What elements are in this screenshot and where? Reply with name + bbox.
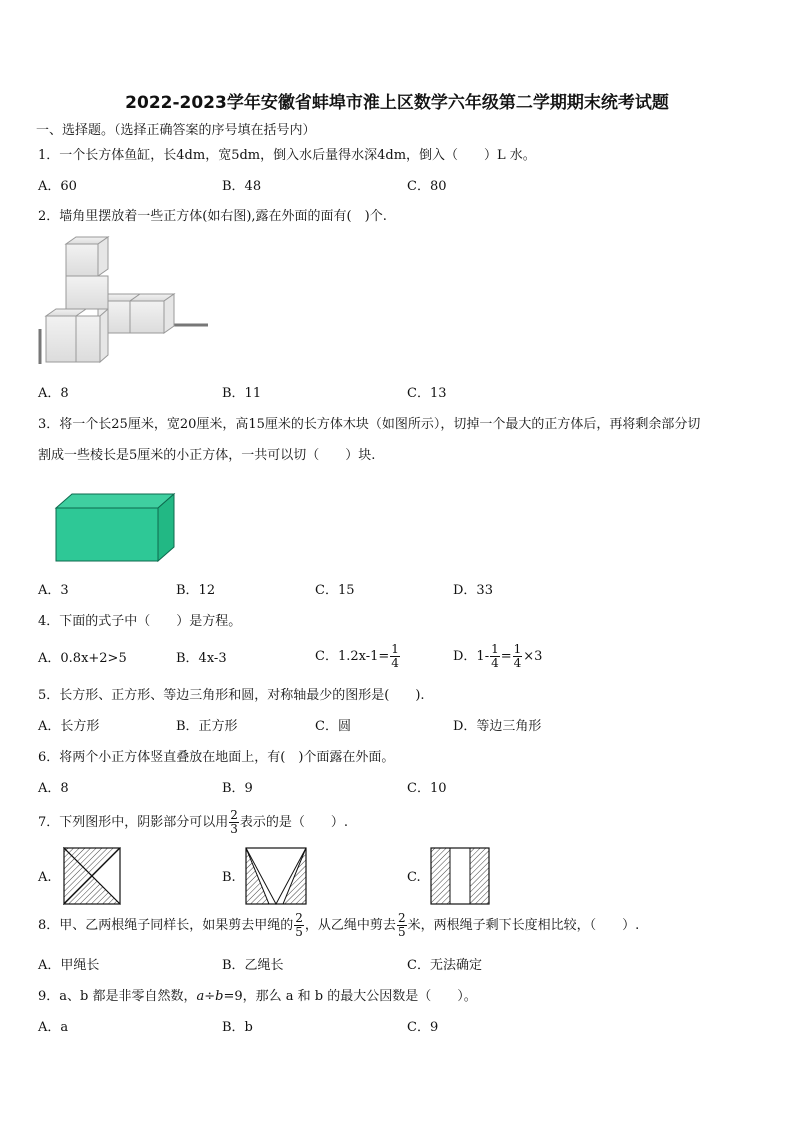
q4-d-fraction-2 (513, 643, 523, 670)
q3-option-b[interactable]: B．12 (176, 583, 216, 598)
cuboid-figure (54, 492, 178, 564)
q8-stem-c: 米，两根绳子剩下长度相比较，（ ）. (407, 917, 640, 933)
fraction-denominator: 4 (491, 656, 499, 670)
q6-option-a[interactable]: A．8 (38, 781, 69, 796)
q8-fraction-1 (294, 912, 304, 939)
fraction-denominator: 5 (397, 925, 406, 939)
q4-d-equals: = (500, 648, 512, 664)
q1-option-b[interactable]: B．48 (222, 179, 262, 194)
fraction-numerator: 2 (230, 808, 238, 822)
q3-option-d[interactable]: D．33 (453, 583, 493, 598)
fraction-numerator: 2 (397, 911, 406, 925)
q5-option-b[interactable]: B．正方形 (176, 719, 238, 734)
fraction-numerator: 1 (391, 642, 399, 656)
q8-fraction-2 (397, 912, 407, 939)
q7-stem-post: 表示的是（ ）. (239, 814, 349, 830)
q6-option-b[interactable]: B．9 (222, 781, 253, 796)
figure-a-square-hatched[interactable] (63, 847, 121, 905)
section-heading: 一、选择题。（选择正确答案的序号填在括号内） (36, 123, 316, 138)
q4-d-times: ×3 (523, 648, 543, 664)
q4-option-d[interactable] (453, 643, 542, 670)
q6-option-c[interactable]: C．10 (407, 781, 447, 796)
question-2-stem: 2．墙角里摆放着一些正方体(如右图),露在外面的面有( )个. (38, 209, 387, 224)
q9-stem-a: 9．a、b 都是非零自然数， (38, 989, 197, 1004)
q4-option-b[interactable]: B．4x-3 (176, 651, 227, 666)
q4-option-a[interactable]: A．0.8x+2>5 (38, 651, 127, 666)
q7-option-a[interactable]: A. (38, 870, 52, 885)
q9-expr-eq: =9 (223, 989, 243, 1004)
fraction-denominator: 3 (230, 822, 238, 836)
q4-option-c-text: C．1.2x-1= (315, 648, 390, 664)
figure-b-triangle-hatched[interactable] (245, 847, 307, 905)
q7-option-c[interactable]: C. (407, 870, 421, 885)
q8-option-c[interactable]: C．无法确定 (407, 958, 482, 973)
fraction-denominator: 5 (295, 925, 303, 939)
q2-option-a[interactable]: A．8 (38, 386, 69, 401)
question-5-stem: 5．长方形、正方形、等边三角形和圆，对称轴最少的图形是( ). (38, 688, 425, 703)
q4-d-fraction-1 (490, 643, 500, 670)
question-6-stem: 6．将两个小正方体竖直叠放在地面上，有( )个面露在外面。 (38, 750, 395, 765)
q4-option-d-text: D．1- (453, 648, 490, 664)
q7-option-b[interactable]: B. (222, 870, 236, 885)
question-4-stem: 4．下面的式子中（ ）是方程。 (38, 614, 242, 629)
q8-stem-a: 8．甲、乙两根绳子同样长，如果剪去甲绳的 (38, 917, 294, 933)
q1-option-c[interactable]: C．80 (407, 179, 447, 194)
fraction-denominator: 4 (391, 656, 399, 670)
fraction-numerator: 2 (295, 911, 303, 925)
question-8-stem (38, 912, 639, 939)
fraction-numerator: 1 (491, 642, 499, 656)
q7-stem-pre: 7．下列图形中，阴影部分可以用 (38, 814, 229, 830)
fraction-numerator: 1 (513, 642, 522, 656)
q2-option-c[interactable]: C．13 (407, 386, 447, 401)
question-3-stem-line2: 割成一些棱长是5厘米的小正方体，一共可以切（ ）块. (38, 448, 376, 463)
q8-stem-b: ，从乙绳中剪去 (304, 917, 396, 933)
q9-stem-b: ，那么 a 和 b 的最大公因数是（ ）。 (242, 989, 477, 1004)
figure-c-stripes-hatched[interactable] (430, 847, 490, 905)
q9-expr-b: b (215, 989, 224, 1004)
q3-option-c[interactable]: C．15 (315, 583, 355, 598)
q4-option-c[interactable] (315, 643, 401, 670)
question-3-stem-line1: 3．将一个长25厘米，宽20厘米，高15厘米的长方体木块（如图所示），切掉一个最大的正方体后，再将剩余部分切 (38, 417, 701, 432)
question-1-stem: 1．一个长方体鱼缸，长4dm，宽5dm，倒入水后量得水深4dm，倒入（ ）L 水。 (38, 148, 536, 163)
q7-fraction (229, 809, 239, 836)
question-9-stem (38, 989, 477, 1005)
fraction-denominator: 4 (513, 656, 522, 670)
q1-option-a[interactable]: A．60 (38, 179, 77, 194)
q5-option-d[interactable]: D．等边三角形 (453, 719, 542, 734)
q5-option-c[interactable]: C．圆 (315, 719, 351, 734)
q9-expr-a: a (196, 989, 205, 1004)
q4-c-fraction (390, 643, 400, 670)
q9-expr-op: ÷ (204, 989, 216, 1004)
q5-option-a[interactable]: A．长方形 (38, 719, 100, 734)
q9-option-b[interactable]: B．b (222, 1020, 253, 1035)
q8-option-a[interactable]: A．甲绳长 (38, 958, 100, 973)
q8-option-b[interactable]: B．乙绳长 (222, 958, 284, 973)
q3-option-a[interactable]: A．3 (38, 583, 69, 598)
question-7-stem (38, 809, 348, 836)
corner-cubes-figure (36, 234, 212, 372)
q2-option-b[interactable]: B．11 (222, 386, 262, 401)
q9-option-a[interactable]: A．a (38, 1020, 69, 1035)
page-title: 2022-2023学年安徽省蚌埠市淮上区数学六年级第二学期期末统考试题 (125, 93, 669, 113)
q9-option-c[interactable]: C．9 (407, 1020, 439, 1035)
